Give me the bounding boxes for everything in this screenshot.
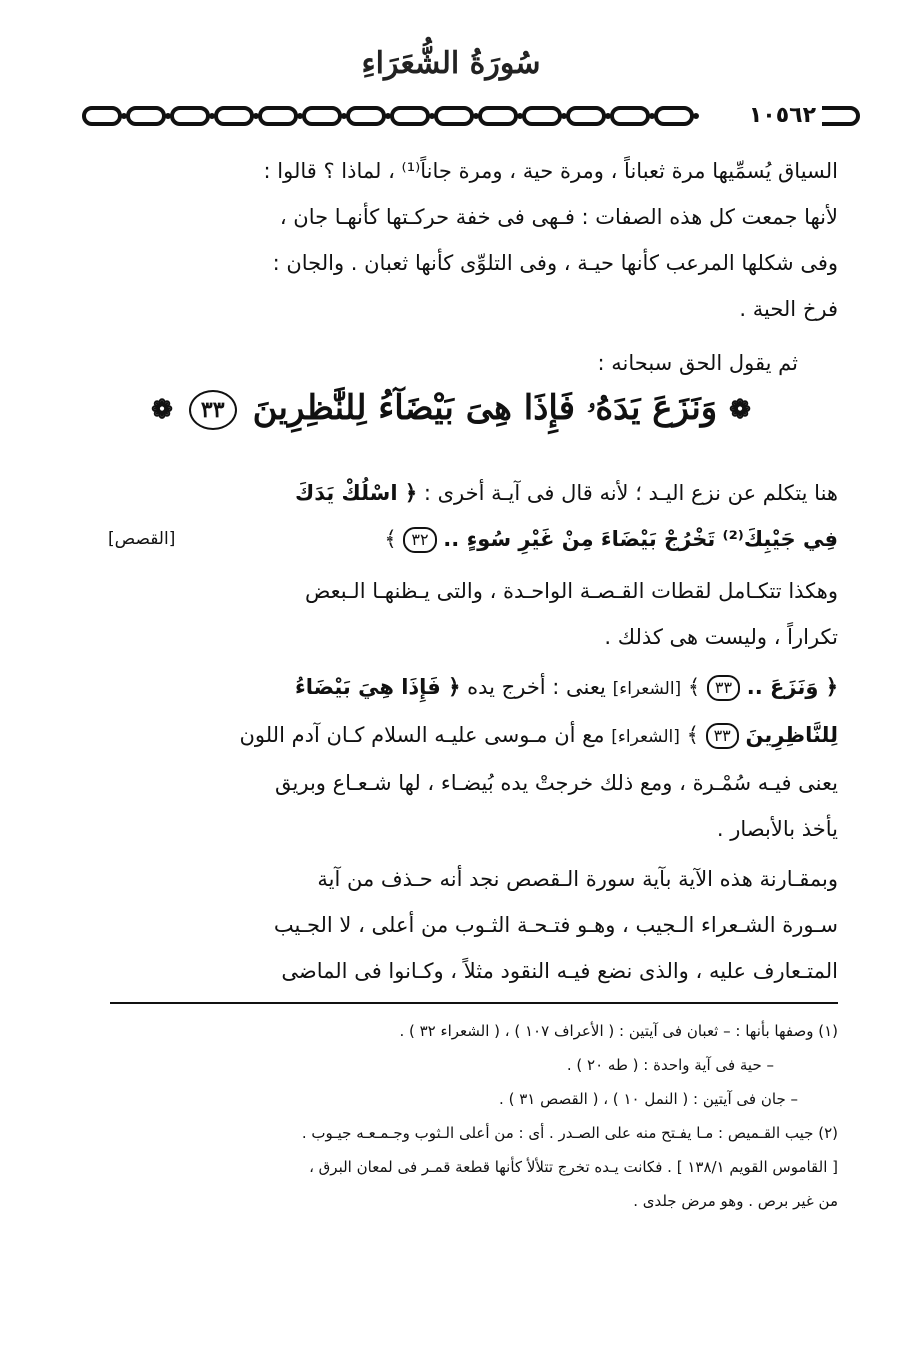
footnote-line: (٢) جيب القـميص : مـا يفـتح منه على الصـدر . أى : من أعلى الـثوب وجـمـعـه جيـوب .	[301, 1124, 838, 1142]
paragraph-5	[108, 856, 838, 994]
text-line: السياق يُسمِّيها مرة ثعباناً ، ومرة حية ، ومرة جاناً⁽¹⁾ ، لماذا ؟ قالوا :	[263, 159, 838, 183]
text-line: وهكذا تتكـامل لقطات القـصـة الواحـدة ، والتى يـظنهـا الـبعض	[304, 579, 838, 603]
ayah-banner	[0, 388, 902, 430]
text-line	[108, 470, 838, 516]
surah-reference: [الشعراء]	[612, 679, 682, 699]
chain-link	[436, 108, 472, 124]
chain-link	[172, 108, 208, 124]
text-line: تكراراً ، وليست هى كذلك .	[604, 625, 838, 649]
paragraph-2	[108, 470, 838, 562]
text-line: وبمقـارنة هذه الآية بآية سورة الـقصص نجد أنه حـذف من آية	[317, 867, 838, 891]
ayah-text: وَنَزَعَ يَدَهُۥ فَإِذَا هِىَ بَيْضَآءُ لِلنَّٰظِرِينَ	[252, 388, 718, 428]
line-text: يعنى : أخرج يده	[467, 675, 606, 699]
chain-link	[304, 108, 340, 124]
text-line: وفى شكلها المرعب كأنها حيـة ، وفى التلوِّى كأنها ثعبان . والجان :	[272, 251, 838, 275]
paragraph-3	[108, 568, 838, 660]
header-ornament-band	[82, 100, 862, 132]
quran-quote: ﴿ اسْلُكْ يَدَكَ	[294, 481, 418, 505]
footnote-line: من غير برص . وهو مرض جلدى .	[633, 1192, 838, 1210]
chain-link	[128, 108, 164, 124]
paragraph-4	[108, 664, 838, 852]
ayah-number: ٣٣	[189, 390, 237, 430]
footnotes	[108, 1014, 838, 1218]
text-line: يأخذ بالأبصار .	[716, 817, 838, 841]
page-number: ١٠٥٦٢	[743, 100, 822, 132]
chain-dot	[693, 113, 699, 119]
quran-quote: ﴿ وَنَزَعَ ..	[746, 675, 838, 699]
quote-close: ﴾	[686, 723, 699, 747]
chain-link	[216, 108, 252, 124]
chain-link	[612, 108, 648, 124]
chain-link	[524, 108, 560, 124]
quote-close: ﴾	[687, 675, 701, 699]
chain-link	[84, 108, 120, 124]
quran-quote: ﴿ فَإِذَا هِيَ بَيْضَاءُ	[295, 675, 461, 699]
quran-quote: فِي جَيْبِكَ⁽²⁾ تَخْرُجْ بَيْضَاءَ مِنْ غَيْرِ سُوءٍ ..	[443, 527, 838, 551]
chain-link	[568, 108, 604, 124]
footnote-line: [ القاموس القويم ١٣٨/١ ] . فكانت يـده تخرج تتلألأ كأنها قطعة قمـر فى لمعان البرق ،	[309, 1158, 838, 1176]
quran-quote: لِلنَّاظِرِينَ	[745, 723, 838, 747]
intro-line: ثم يقول الحق سبحانه :	[597, 351, 798, 375]
surah-reference: [الشعراء]	[611, 727, 680, 747]
footnote-line: – جان فى آيتين : ( النمل ١٠ ) ، ( القصص ٣١ ) .	[499, 1090, 798, 1108]
chain-link	[392, 108, 428, 124]
chain-link	[480, 108, 516, 124]
footnote-divider	[110, 1002, 838, 1004]
chain-link	[656, 108, 692, 124]
text-line	[108, 664, 838, 712]
text-line: لأنها جمعت كل هذه الصفات : فـهى فى خفة حركـتها كأنهـا جان ،	[279, 205, 838, 229]
text-line: المتـعارف عليه ، والذى نضع فيـه النقود مثلاً ، وكـانوا فى الماضى	[281, 959, 838, 983]
text-line: يعنى فيـه سُمْـرة ، ومع ذلك خرجتْ يده بُيضـاء ، لها شـعـاع وبريق	[275, 771, 838, 795]
line-text: مع أن مـوسى عليـه السلام كـان آدم اللون	[239, 723, 605, 747]
footnote-line: (١) وصفها بأنها : – ثعبان فى آيتين : ( الأعراف ١٠٧ ) ، ( الشعراء ٣٢ ) .	[399, 1022, 838, 1040]
ornament-left-icon: ❁	[151, 395, 173, 425]
quote-close: ﴾	[384, 527, 397, 551]
intro-paragraph	[108, 340, 838, 386]
footnote-line: – حية فى آية واحدة : ( طه ٢٠ ) .	[566, 1056, 774, 1074]
paragraph-1	[108, 148, 838, 332]
text-line	[108, 712, 838, 760]
surah-title: سُورَةُ الشُّعَرَاءِ	[361, 46, 541, 81]
text-line: سـورة الشـعراء الـجيب ، وهـو فتـحـة الثـوب من أعلى ، لا الجـيب	[273, 913, 838, 937]
verse-number-badge: ٣٣	[706, 723, 739, 749]
text-line: فرخ الحية .	[739, 297, 838, 321]
verse-number-badge: ٣٢	[403, 527, 436, 553]
text-line	[108, 516, 838, 562]
verse-number-badge: ٣٣	[707, 675, 740, 701]
chain-link	[348, 108, 384, 124]
ornament-right-icon: ❁	[729, 395, 751, 425]
chain-link	[260, 108, 296, 124]
line-text: هنا يتكلم عن نزع اليـد ؛ لأنه قال فى آيـة أخرى :	[423, 481, 838, 505]
surah-reference: [القصص]	[108, 529, 176, 549]
